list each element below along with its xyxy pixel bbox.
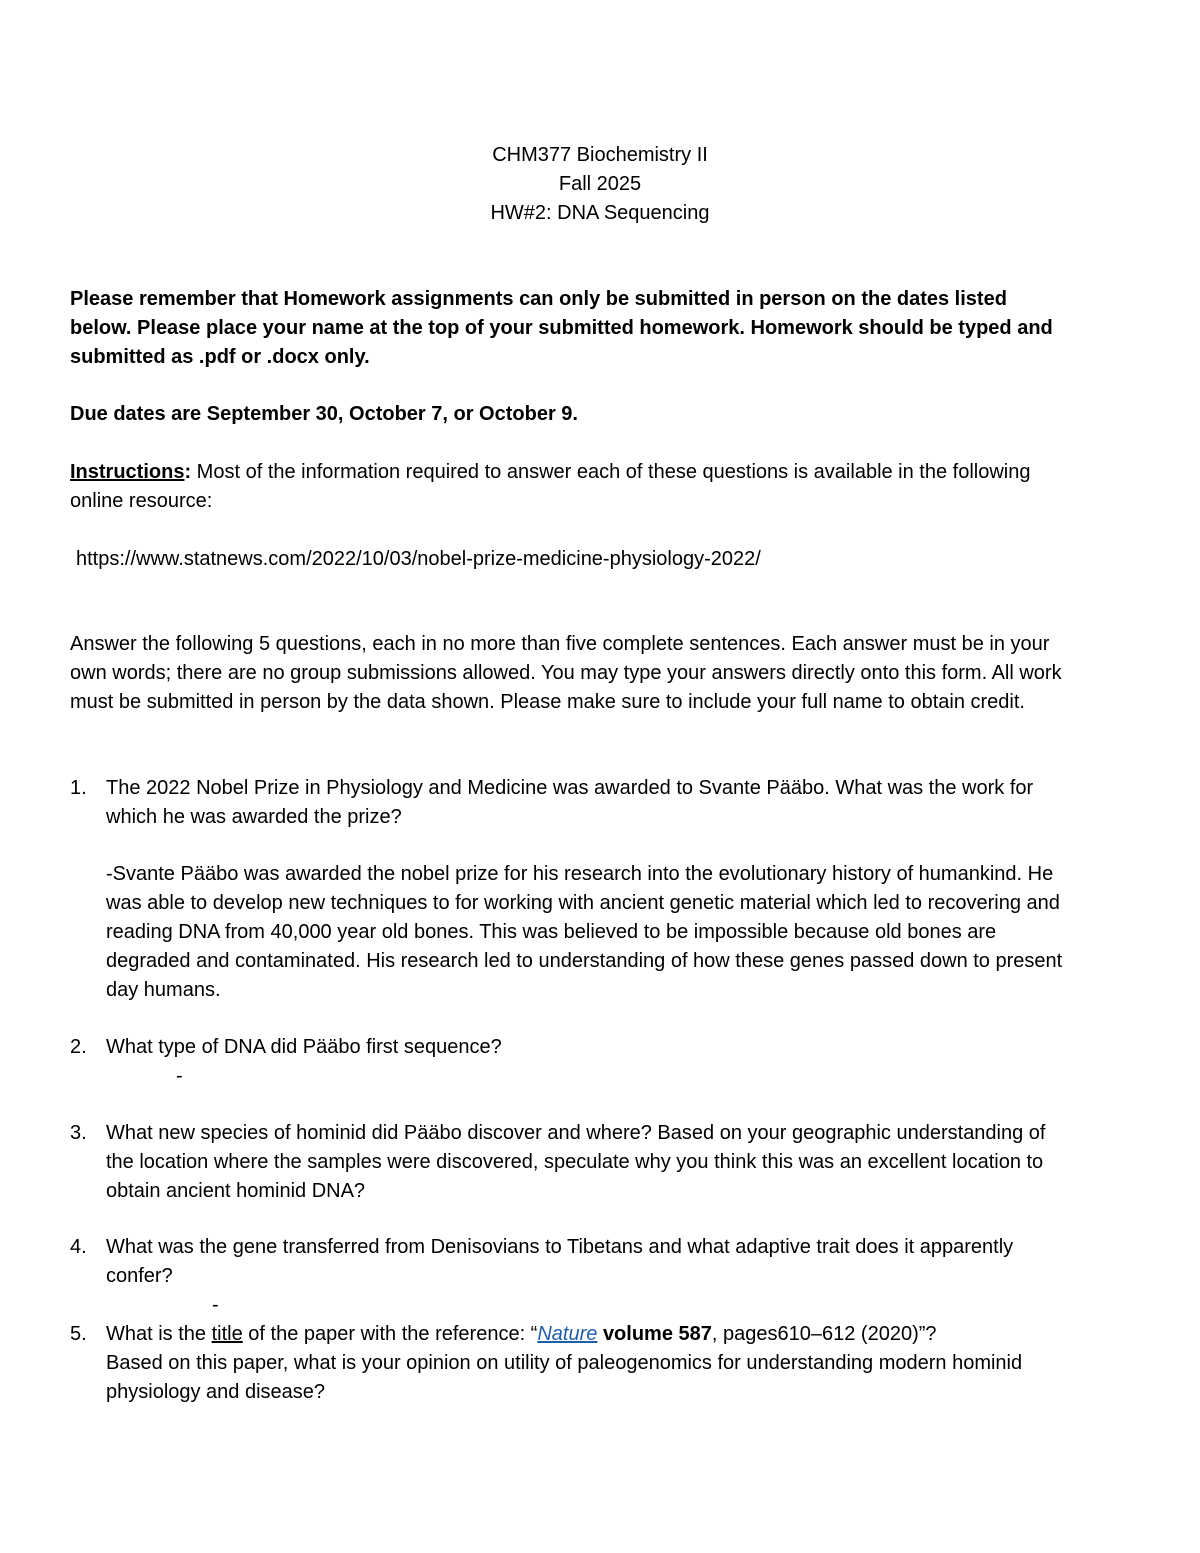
instructions-text: Most of the information required to answer each of these questions is available in the following online resource:: [70, 461, 1031, 512]
question-number: 5.: [70, 1323, 87, 1345]
question-text: What type of DNA did Pääbo first sequence?: [106, 1036, 502, 1058]
answer-2[interactable]: -: [176, 1065, 183, 1087]
course-title: CHM377 Biochemistry II: [492, 144, 708, 166]
question-3: [70, 1119, 1070, 1206]
volume-number: volume 587: [602, 1323, 712, 1345]
question-text-part: What is the: [106, 1323, 212, 1345]
submission-notice: Please remember that Homework assignments can only be submitted in person on the dates listed below. Please place your name at the top of your submitted homework. Homework should be typed and submitted as .pdf or .docx only.: [70, 288, 1053, 368]
resource-url[interactable]: https://www.statnews.com/2022/10/03/nobel-prize-medicine-physiology-2022/: [76, 548, 761, 570]
question-text: The 2022 Nobel Prize in Physiology and Medicine was awarded to Svante Pääbo. What was the work for which he was awarded the prize?: [106, 777, 1034, 828]
question-4: [70, 1233, 1070, 1291]
document-header: [0, 141, 1200, 228]
answer-1[interactable]: -Svante Pääbo was awarded the nobel prize for his research into the evolutionary history of humankind. He was able to develop new techniques to for working with ancient genetic material which led to recovering and reading DNA from 40,000 year old bones. This was believed to be impossible because old bones are degraded and contaminated. His research led to understanding of how these genes passed down to present day humans.: [106, 863, 1063, 1001]
question-number: 4.: [70, 1236, 87, 1258]
question-text: What was the gene transferred from Denisovians to Tibetans and what adaptive trait does it apparently confer?: [106, 1236, 1014, 1287]
question-text-part: Based on this paper, what is your opinion on utility of paleogenomics for understanding modern hominid physiology and disease?: [106, 1352, 1023, 1403]
instructions-colon: :: [184, 461, 192, 483]
assignment-title: HW#2: DNA Sequencing: [490, 202, 710, 224]
question-text: What new species of hominid did Pääbo discover and where? Based on your geographic understanding of the location where the samples were discovered, speculate why you think this was an excellent location to obtain ancient hominid DNA?: [106, 1122, 1046, 1202]
question-number: 1.: [70, 777, 87, 799]
due-dates: Due dates are September 30, October 7, or October 9.: [70, 403, 578, 425]
instructions: [70, 458, 1070, 516]
question-5: [70, 1320, 1070, 1407]
nature-link[interactable]: Nature: [537, 1323, 598, 1345]
question-1: [70, 774, 1070, 832]
instructions-label: Instructions: [70, 461, 185, 483]
title-underlined: title: [211, 1323, 243, 1345]
term: Fall 2025: [558, 173, 642, 195]
answer-4[interactable]: -: [212, 1294, 219, 1316]
question-text: [106, 1320, 1070, 1407]
directions: Answer the following 5 questions, each in no more than five complete sentences. Each answer must be in your own words; there are no group submissions allowed. You may type your answers directly onto this form. All work must be submitted in person by the data shown. Please make sure to include your full name to obtain credit.: [70, 633, 1062, 713]
question-text-part: of the paper with the reference: “: [242, 1323, 538, 1345]
question-text-part: , pages610–612 (2020)”?: [711, 1323, 937, 1345]
question-number: 3.: [70, 1122, 87, 1144]
question-2: [70, 1033, 1070, 1062]
question-number: 2.: [70, 1036, 87, 1058]
